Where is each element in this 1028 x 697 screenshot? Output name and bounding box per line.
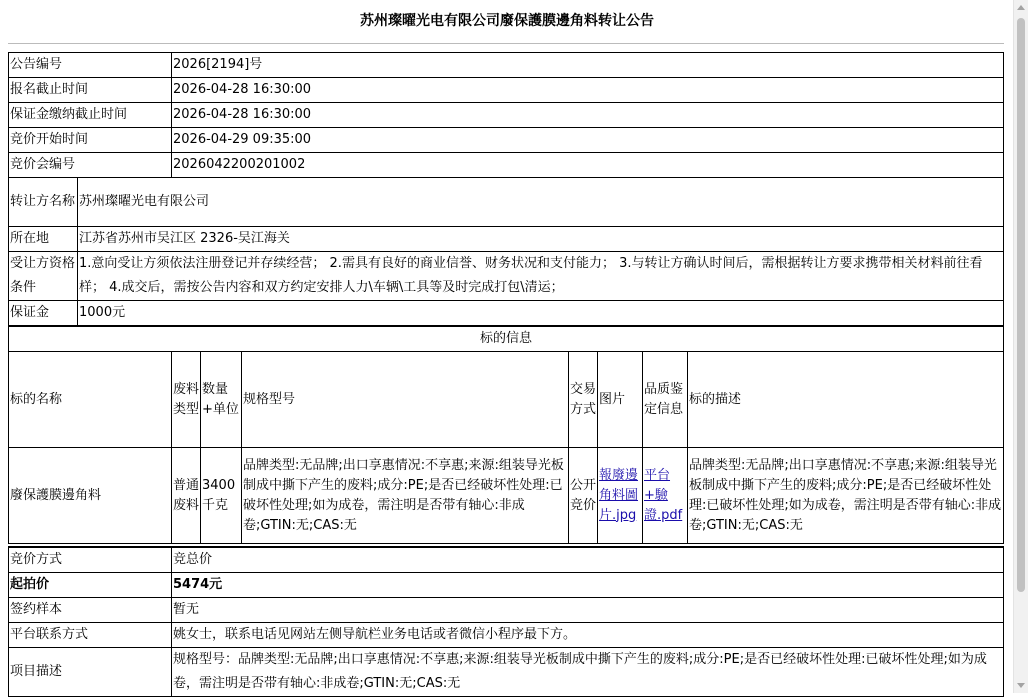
- seller-name-label: 转让方名称: [9, 178, 78, 227]
- table-row: [9, 103, 1004, 128]
- table-row: [9, 178, 1004, 227]
- quality-cell: [643, 448, 688, 544]
- bid-info-table: [8, 546, 1004, 697]
- lot-description: 品牌类型:无品牌;出口享惠情况:不享惠;来源:组装导光板制成中撕下产生的废料;成分:PE;是否已经破坏性处理:已破坏性处理;如为成卷，需注明是否带有轴心:非成卷;GTIN:无;CAS:无: [688, 448, 1004, 544]
- table-row: [9, 623, 1004, 648]
- bid-mode-label: 竞价方式: [9, 547, 172, 573]
- column-header: 图片: [598, 352, 643, 448]
- table-row: [9, 78, 1004, 103]
- lot-name: 廢保護膜邊角料: [9, 448, 172, 544]
- column-header: 废料类型: [172, 352, 201, 448]
- deposit-value: 1000元: [78, 301, 1004, 326]
- scroll-up-icon[interactable]: [1017, 5, 1025, 10]
- table-row: [9, 252, 1004, 301]
- table-row: [9, 301, 1004, 326]
- start-price-label: 起拍价: [9, 573, 172, 598]
- location-label: 所在地: [9, 227, 78, 252]
- table-row: [9, 128, 1004, 153]
- table-row: [9, 598, 1004, 623]
- table-row: [9, 53, 1004, 78]
- deposit-label: 保证金: [9, 301, 78, 326]
- table-row: [9, 153, 1004, 178]
- sample-label: 签约样本: [9, 598, 172, 623]
- location-value: 江苏省苏州市吴江区 2326-吴江海关: [78, 227, 1004, 252]
- column-header: 标的描述: [688, 352, 1004, 448]
- table-row: [9, 448, 1004, 544]
- bid-mode-value: 竞总价: [172, 547, 1004, 573]
- section-header-row: [9, 327, 1004, 352]
- seller-name: 苏州璨曜光电有限公司: [78, 178, 1004, 227]
- field-value: 2026[2194]号: [172, 53, 1004, 78]
- lot-header-row: [9, 352, 1004, 448]
- field-label: 公告编号: [9, 53, 172, 78]
- scrollbar-thumb[interactable]: [1017, 18, 1025, 592]
- start-price-value: 5474元: [172, 573, 1004, 598]
- field-value: 2026-04-29 09:35:00: [172, 128, 1004, 153]
- field-label: 竞价开始时间: [9, 128, 172, 153]
- field-value: 2026042200201002: [172, 153, 1004, 178]
- field-value: 2026-04-28 16:30:00: [172, 78, 1004, 103]
- scroll-down-icon[interactable]: [1017, 683, 1025, 688]
- waste-type: 普通废料: [172, 448, 201, 544]
- image-link[interactable]: 報廢邊角料圖片.jpg: [599, 467, 639, 523]
- section-title: 标的信息: [9, 327, 1004, 352]
- column-header: 品质鉴定信息: [643, 352, 688, 448]
- seller-info-table: [8, 177, 1004, 326]
- column-header: 数量+单位: [201, 352, 242, 448]
- column-header: 交易方式: [569, 352, 598, 448]
- project-desc-value: 规格型号：品牌类型:无品牌;出口享惠情况:不享惠;来源:组装导光板制成中撕下产生的废料;成分:PE;是否已经破坏性处理:已破坏性处理;如为成卷，需注明是否带有轴心:非成卷;GTIN:无;CAS:无: [172, 648, 1004, 697]
- field-label: 竞价会编号: [9, 153, 172, 178]
- table-row: [9, 547, 1004, 573]
- qualification-label: 受让方资格条件: [9, 252, 78, 301]
- quality-report-link[interactable]: 平台+驗證.pdf: [644, 467, 683, 523]
- column-header: 标的名称: [9, 352, 172, 448]
- spec: 品牌类型:无品牌;出口享惠情况:不享惠;来源:组装导光板制成中撕下产生的废料;成分:PE;是否已经破坏性处理:已破坏性处理;如为成卷，需注明是否带有轴心:非成卷;GTIN:无;CAS:无: [242, 448, 569, 544]
- project-desc-label: 项目描述: [9, 648, 172, 697]
- field-value: 2026-04-28 16:30:00: [172, 103, 1004, 128]
- sample-value: 暂无: [172, 598, 1004, 623]
- image-cell: [598, 448, 643, 544]
- vertical-scrollbar[interactable]: [1013, 0, 1028, 693]
- contact-label: 平台联系方式: [9, 623, 172, 648]
- notice-info-table: [8, 52, 1004, 178]
- table-row: [9, 648, 1004, 697]
- trade-mode: 公开竞价: [569, 448, 598, 544]
- lot-info-table: [8, 326, 1004, 544]
- quantity: 3400千克: [201, 448, 242, 544]
- field-label: 报名截止时间: [9, 78, 172, 103]
- column-header: 规格型号: [242, 352, 569, 448]
- qualification-value: 1.意向受让方须依法注册登记并存续经营； 2.需具有良好的商业信誉、财务状况和支付能力； 3.与转让方确认时间后，需根据转让方要求携带相关材料前往看样； 4.成交后，需按公告内容和双方约定安排人力\车辆\工具等及时完成打包\清运；: [78, 252, 1004, 301]
- page-title: 苏州璨曜光电有限公司廢保護膜邊角料转让公告: [360, 13, 654, 29]
- title-divider: [8, 43, 1004, 44]
- table-row: [9, 227, 1004, 252]
- table-row: [9, 573, 1004, 598]
- field-label: 保证金缴纳截止时间: [9, 103, 172, 128]
- contact-value: 姚女士，联系电话见网站左侧导航栏业务电话或者微信小程序最下方。: [172, 623, 1004, 648]
